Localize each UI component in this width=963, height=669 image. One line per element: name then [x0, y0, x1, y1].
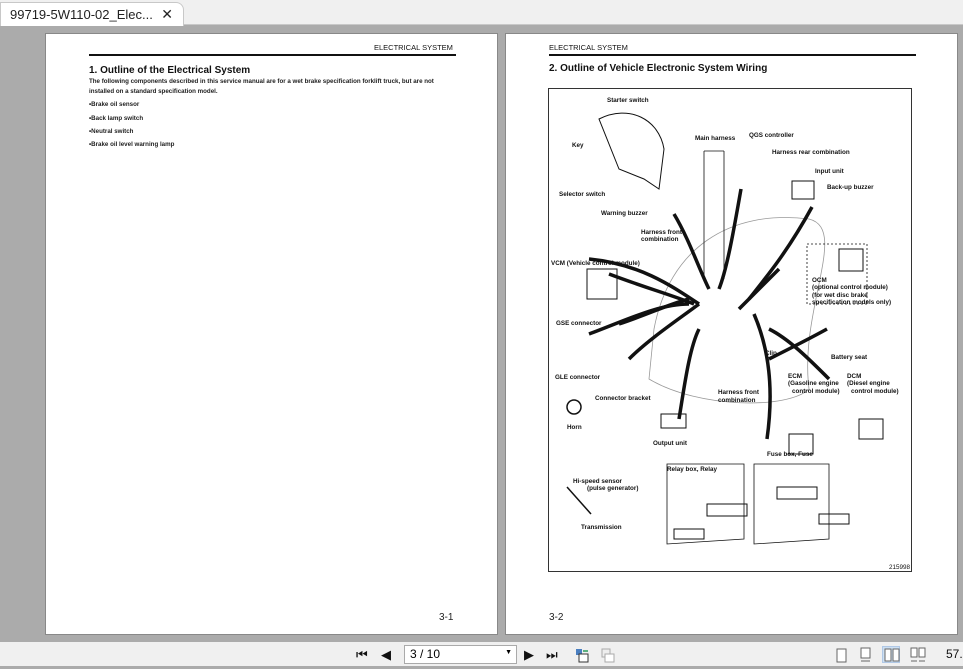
label-harness-front-2: Harness front	[718, 389, 759, 396]
bullet-item: •Back lamp switch	[89, 115, 144, 122]
label-starter-switch: Starter switch	[607, 97, 649, 104]
label-harness-rear-combination: Harness rear combination	[772, 149, 850, 156]
label-harness-front: combination	[641, 236, 679, 243]
label-gse-connector: GSE connector	[556, 320, 602, 327]
close-icon[interactable]: ✕	[161, 6, 173, 22]
label-ocm: specification models only)	[812, 299, 892, 306]
label-battery-seat: Battery seat	[831, 354, 868, 361]
page-header: ELECTRICAL SYSTEM	[374, 43, 453, 52]
bullet-item: •Neutral switch	[89, 128, 134, 135]
label-dcm: DCM	[847, 373, 862, 380]
label-warning-buzzer: Warning buzzer	[601, 210, 648, 217]
bullet-item: •Brake oil level warning lamp	[89, 141, 175, 148]
label-dcm: control module)	[851, 388, 899, 395]
label-transmission: Transmission	[581, 524, 622, 531]
label-ocm: (optional control module)	[812, 284, 888, 291]
last-page-button[interactable]: ⏭	[546, 647, 558, 662]
forward-view-icon[interactable]	[598, 646, 616, 663]
two-page-view-icon[interactable]	[882, 646, 900, 663]
label-horn: Horn	[567, 424, 582, 431]
label-dcm: (Diesel engine	[847, 380, 890, 387]
section-title: 2. Outline of Vehicle Electronic System Wiring	[549, 63, 768, 74]
label-qgs-controller: QGS controller	[749, 132, 794, 139]
header-rule	[89, 54, 456, 56]
label-harness-front-2: combination	[718, 397, 756, 404]
label-connector-bracket: Connector bracket	[595, 395, 651, 402]
zoom-level[interactable]: 57.	[946, 647, 963, 661]
page-value: 3 / 10	[410, 647, 441, 661]
label-clip: Clip	[765, 350, 777, 357]
intro-text: installed on a standard specification model.	[89, 88, 218, 95]
label-selector-switch: Selector switch	[559, 191, 606, 198]
label-ocm: OCM	[812, 277, 827, 284]
label-relay-box: Relay box, Relay	[667, 466, 718, 473]
label-output-unit: Output unit	[653, 440, 687, 447]
page-number: 3-1	[439, 612, 454, 623]
two-page-continuous-view-icon[interactable]	[908, 646, 926, 663]
tab-bar	[0, 0, 963, 25]
label-key: Key	[572, 142, 584, 149]
label-ecm: control module)	[792, 388, 840, 395]
label-harness-front: Harness front	[641, 229, 682, 236]
continuous-view-icon[interactable]	[856, 646, 874, 663]
page-header: ELECTRICAL SYSTEM	[549, 43, 628, 52]
tab-title: 99719-5W110-02_Elec...	[10, 7, 153, 22]
label-input-unit: Input unit	[815, 168, 844, 175]
label-main-harness: Main harness	[695, 135, 736, 142]
label-gle-connector: GLE connector	[555, 374, 601, 381]
chevron-down-icon: ▼	[505, 649, 512, 656]
wiring-diagram	[548, 88, 912, 572]
label-ecm: ECM	[788, 373, 802, 380]
bullet-item: •Brake oil sensor	[89, 101, 140, 108]
label-back-up-buzzer: Back-up buzzer	[827, 184, 874, 191]
page-number: 3-2	[549, 612, 564, 623]
single-page-view-icon[interactable]	[832, 646, 850, 663]
page-left	[45, 33, 498, 635]
label-ecm: (Gasoline engine	[788, 380, 839, 387]
document-tab[interactable]	[0, 2, 184, 26]
previous-page-button[interactable]: ◀	[381, 647, 391, 662]
label-hi-speed-sensor: (pulse generator)	[587, 485, 639, 492]
header-rule	[549, 54, 916, 56]
next-page-button[interactable]: ▶	[524, 647, 534, 662]
wiring-illustration	[549, 89, 913, 573]
first-page-button[interactable]: ⏮	[356, 647, 368, 662]
back-view-icon[interactable]	[572, 646, 590, 663]
figure-id: 215998	[889, 564, 911, 571]
label-vcm: VCM (Vehicle control module)	[551, 260, 640, 267]
label-hi-speed-sensor: Hi-speed sensor	[573, 478, 622, 485]
page-selector[interactable]	[404, 645, 517, 664]
label-fuse-box: Fuse box, Fuse	[767, 451, 813, 458]
intro-text: The following components described in this service manual are for a wet brake specification forklift truck, but are not	[89, 78, 434, 85]
label-ocm: (for wet disc brake	[812, 292, 868, 299]
section-title: 1. Outline of the Electrical System	[89, 65, 251, 76]
